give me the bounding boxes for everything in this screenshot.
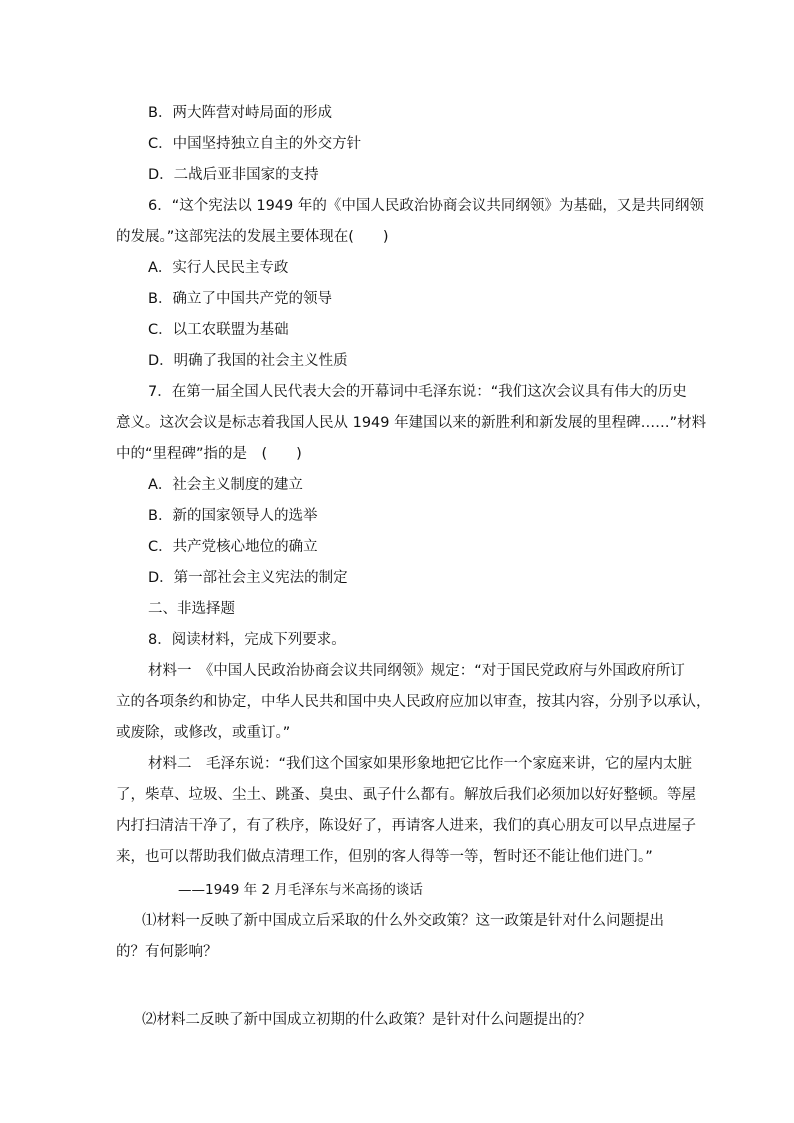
material-1-line-1: 材料一 《中国人民政治协商会议共同纲领》规定：“对于国民党政府与外国政府所订 — [148, 663, 685, 679]
option-5b: B．两大阵营对峙局面的形成 — [148, 105, 332, 121]
sub-question-2: ⑵材料二反映了新中国成立初期的什么政策？是针对什么问题提出的？ — [142, 1012, 592, 1028]
question-8-stem: 8．阅读材料，完成下列要求。 — [148, 632, 346, 648]
material-1-line-2: 立的各项条约和协定，中华人民共和国中央人民政府应加以审查，按其内容，分别予以承认， — [116, 694, 711, 710]
material-2-line-4: 来，也可以帮助我们做点清理工作，但别的客人得等一等，暂时还不能让他们进门。” — [116, 849, 653, 865]
material-2-line-3: 内打扫清洁干净了，有了秩序，陈设好了，再请客人进来，我们的真心朋友可以早点进屋子 — [116, 818, 696, 834]
material-1-line-3: 或废除，或修改，或重订。” — [116, 725, 291, 741]
question-7-line-2: 意义。这次会议是标志着我国人民从 1949 年建国以来的新胜利和新发展的里程碑……”材料 — [116, 415, 707, 431]
option-6a: A．实行人民民主专政 — [148, 260, 289, 276]
option-7c: C．共产党核心地位的确立 — [148, 539, 318, 555]
option-5d: D．二战后亚非国家的支持 — [148, 167, 319, 183]
question-6-line-2: 的发展。”这部宪法的发展主要体现在( ) — [116, 229, 389, 245]
option-7b: B．新的国家领导人的选举 — [148, 508, 318, 524]
option-7a: A．社会主义制度的建立 — [148, 477, 303, 493]
section-heading: 二、非选择题 — [148, 601, 235, 617]
question-7-line-1: 7．在第一届全国人民代表大会的开幕词中毛泽东说：“我们这次会议具有伟大的历史 — [148, 384, 687, 400]
option-6d: D．明确了我国的社会主义性质 — [148, 353, 348, 369]
option-7d: D．第一部社会主义宪法的制定 — [148, 570, 348, 586]
option-5c: C．中国坚持独立自主的外交方针 — [148, 136, 362, 152]
option-6c: C．以工农联盟为基础 — [148, 322, 289, 338]
sub-question-1-line-2: 的？有何影响？ — [116, 944, 218, 960]
material-2-line-2: 了，柴草、垃圾、尘土、跳蚤、臭虫、虱子什么都有。解放后我们必须加以好好整顿。等屋 — [116, 787, 696, 803]
material-2-line-1: 材料二 毛泽东说：“我们这个国家如果形象地把它比作一个家庭来讲，它的屋内太脏 — [148, 756, 693, 772]
question-6-line-1: 6．“这个宪法以 1949 年的《中国人民政治协商会议共同纲领》为基础，又是共同纲领 — [148, 198, 704, 214]
option-6b: B．确立了中国共产党的领导 — [148, 291, 332, 307]
sub-question-1-line-1: ⑴材料一反映了新中国成立后采取的什么外交政策？这一政策是针对什么问题提出 — [142, 913, 664, 929]
question-7-line-3: 中的“里程碑”指的是 ( ) — [116, 446, 302, 462]
material-2-source: ——1949 年 2 月毛泽东与米高扬的谈话 — [178, 882, 423, 898]
